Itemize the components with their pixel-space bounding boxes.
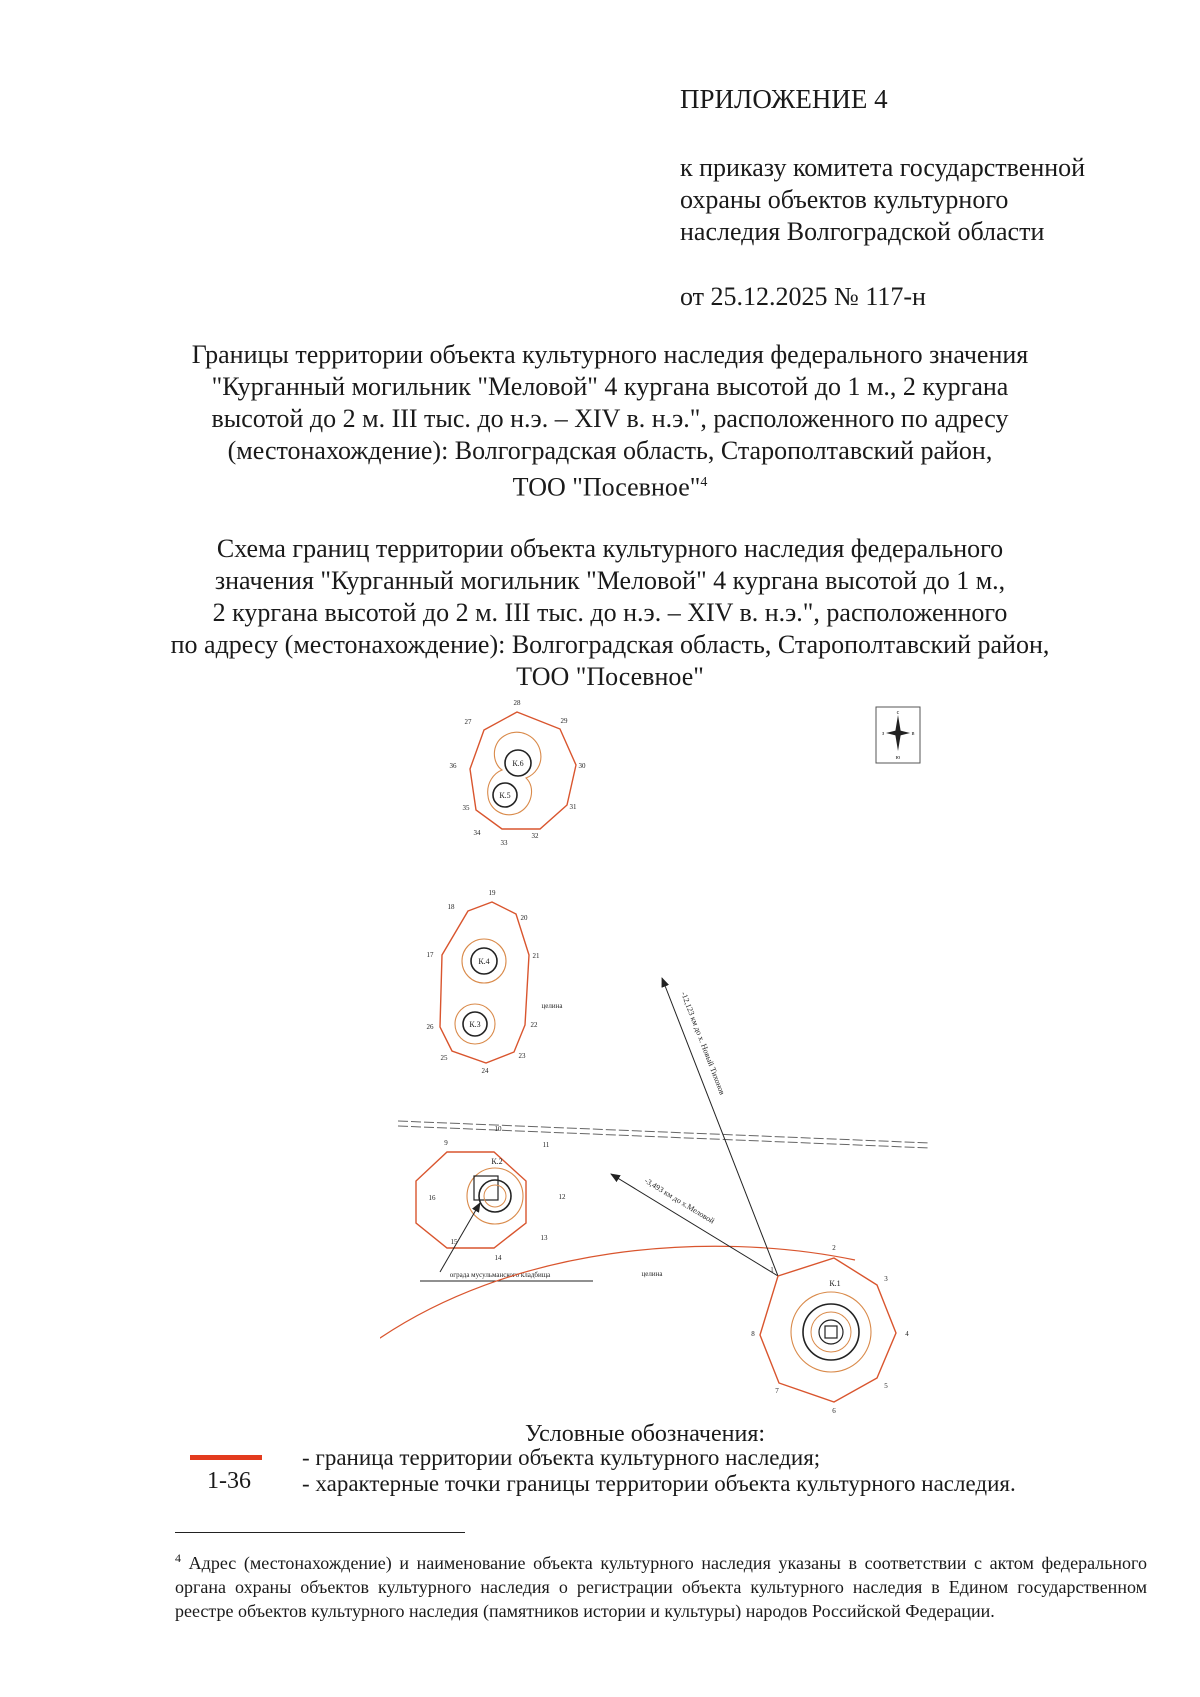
- point-label: 35: [462, 804, 470, 812]
- compass-west: з: [881, 731, 885, 737]
- point-label: 4: [905, 1330, 909, 1338]
- point-label: 9: [444, 1139, 448, 1147]
- heading-line: 2 кургана высотой до 2 м. III тыс. до н.э. – XIV в. н.э.", расположенного: [212, 598, 1008, 627]
- compass-cross: [886, 730, 910, 736]
- point-label: 10: [494, 1125, 502, 1133]
- virgin-land-label: целина: [641, 1270, 663, 1278]
- point-label: 24: [481, 1067, 489, 1075]
- heading-line: значения "Курганный могильник "Меловой" 4 кургана высотой до 1 м.,: [214, 566, 1006, 595]
- point-label: 33: [500, 839, 508, 847]
- road-edge: [398, 1126, 930, 1148]
- heading-line: (местонахождение): Волгоградская область, Старополтавский район,: [227, 436, 993, 465]
- point-label: 8: [751, 1330, 755, 1338]
- point-label: 31: [569, 803, 577, 811]
- heading-line: Схема границ территории объекта культурного наследия федерального: [216, 534, 1004, 563]
- road: [398, 1121, 930, 1148]
- point-label: 5: [884, 1382, 888, 1390]
- point-label: 21: [532, 952, 540, 960]
- distance-label-melovoy: -3,493 км до х.Меловой: [642, 1176, 717, 1226]
- kurgan-label: К.1: [829, 1279, 841, 1288]
- compass-east: в: [911, 731, 915, 737]
- kurgan-label: К.4: [478, 957, 490, 966]
- order-ref-line: наследия Волгоградской области: [680, 217, 1045, 246]
- point-label: 12: [558, 1193, 566, 1201]
- order-ref-line: к приказу комитета государственной: [680, 153, 1086, 182]
- point-label: 26: [426, 1023, 434, 1031]
- kurgan-label: К.5: [499, 791, 511, 800]
- point-label: 20: [520, 914, 528, 922]
- compass-north: с: [896, 710, 900, 716]
- footnote: [175, 1546, 1147, 1623]
- kurgan-group-3-4: [427, 889, 541, 1075]
- distance-label-novy-tikhonov: -12,123 км до х. Новый Тихонов: [679, 990, 727, 1097]
- point-label: 32: [531, 832, 539, 840]
- direction-arrow-novy-tikhonov: [662, 978, 778, 1276]
- heading-line-text: ТОО "Посевное": [512, 472, 701, 502]
- order-date: от 25.12.2025 № 117-н: [680, 282, 926, 311]
- point-label: 3: [884, 1275, 888, 1283]
- kurgan-label: К.6: [512, 759, 524, 768]
- point-label: 27: [464, 718, 472, 726]
- cemetery-pointer-arrow: [440, 1203, 480, 1272]
- compass-rose: [876, 707, 920, 763]
- kurgan-group-1: [751, 1244, 909, 1415]
- kurgan-group-2: [416, 1125, 593, 1281]
- road-edge: [398, 1121, 930, 1143]
- legend-boundary-swatch: [190, 1455, 262, 1460]
- point-label: 28: [513, 699, 521, 707]
- point-label: 19: [488, 889, 496, 897]
- point-label: 18: [447, 903, 455, 911]
- point-label: 30: [578, 762, 586, 770]
- footnote-reference: 4: [700, 475, 708, 490]
- boundaries-heading: [150, 339, 1070, 504]
- point-label: 11: [542, 1141, 550, 1149]
- direction-arrow-melovoy: [611, 1174, 778, 1276]
- heading-line: [150, 467, 1070, 504]
- scheme-heading: [150, 533, 1070, 693]
- point-label: 7: [775, 1387, 779, 1395]
- kurgan-label: К.2: [491, 1157, 503, 1166]
- kurgan-core: [819, 1320, 843, 1344]
- heading-line: высотой до 2 м. III тыс. до н.э. – XIV в. н.э.", расположенного по адресу: [211, 404, 1009, 433]
- kurgan-marker: [825, 1326, 837, 1338]
- legend-points-range: 1-36: [207, 1468, 251, 1494]
- point-label: 16: [428, 1194, 436, 1202]
- heading-line: по адресу (местонахождение): Волгоградская область, Старополтавский район,: [170, 630, 1050, 659]
- point-label: 2: [832, 1244, 836, 1252]
- heading-line: "Курганный могильник "Меловой" 4 кургана высотой до 1 м., 2 кургана: [211, 372, 1009, 401]
- kurgan-label: К.3: [469, 1020, 481, 1029]
- point-label: 29: [560, 717, 568, 725]
- virgin-land-label: целина: [541, 1002, 563, 1010]
- boundary-scheme: [380, 695, 940, 1415]
- point-label: 1: [770, 1266, 774, 1274]
- kurgan-group-5-6: [450, 699, 587, 847]
- appendix-title: ПРИЛОЖЕНИЕ 4: [680, 84, 888, 114]
- legend-points-text: - характерные точки границы территории объекта культурного наследия.: [302, 1471, 1016, 1496]
- footnote-separator: [175, 1532, 465, 1533]
- point-label: 6: [832, 1407, 836, 1415]
- cemetery-fence-label: ограда мусульманского кладбища: [449, 1271, 551, 1279]
- point-label: 17: [426, 951, 434, 959]
- footnote-text: Адрес (местонахождение) и наименование объекта культурного наследия указаны в соответствии с актом федерального органа охраны объектов культурного наследия о регистрации объекта культурного наследия в Едином государственном реестре объектов культурного наследия (памятников истории и культуры) народов Российской Федерации.: [175, 1553, 1147, 1621]
- heading-line: ТОО "Посевное": [516, 662, 704, 691]
- boundary-arc: [380, 1246, 855, 1345]
- point-label: 15: [450, 1238, 458, 1246]
- point-label: 36: [449, 762, 457, 770]
- kurgan-inner-ring: [484, 1185, 506, 1207]
- legend-title: Условные обозначения:: [525, 1421, 766, 1447]
- order-reference: [680, 152, 1085, 248]
- order-ref-line: охраны объектов культурного: [680, 185, 1009, 214]
- boundary-polygon-1-8: [760, 1258, 896, 1402]
- point-label: 23: [518, 1052, 526, 1060]
- point-label: 34: [473, 829, 481, 837]
- heading-line: Границы территории объекта культурного наследия федерального значения: [191, 340, 1029, 369]
- kurgan-inner-ring: [811, 1312, 851, 1352]
- compass-south: ю: [895, 755, 901, 761]
- point-label: 14: [494, 1254, 502, 1262]
- point-label: 13: [540, 1234, 548, 1242]
- boundary-polygon-27-36: [470, 712, 576, 829]
- point-label: 25: [440, 1054, 448, 1062]
- point-label: 22: [530, 1021, 538, 1029]
- legend-boundary-text: - граница территории объекта культурного наследия;: [302, 1445, 821, 1470]
- footnote-mark: 4: [175, 1551, 181, 1565]
